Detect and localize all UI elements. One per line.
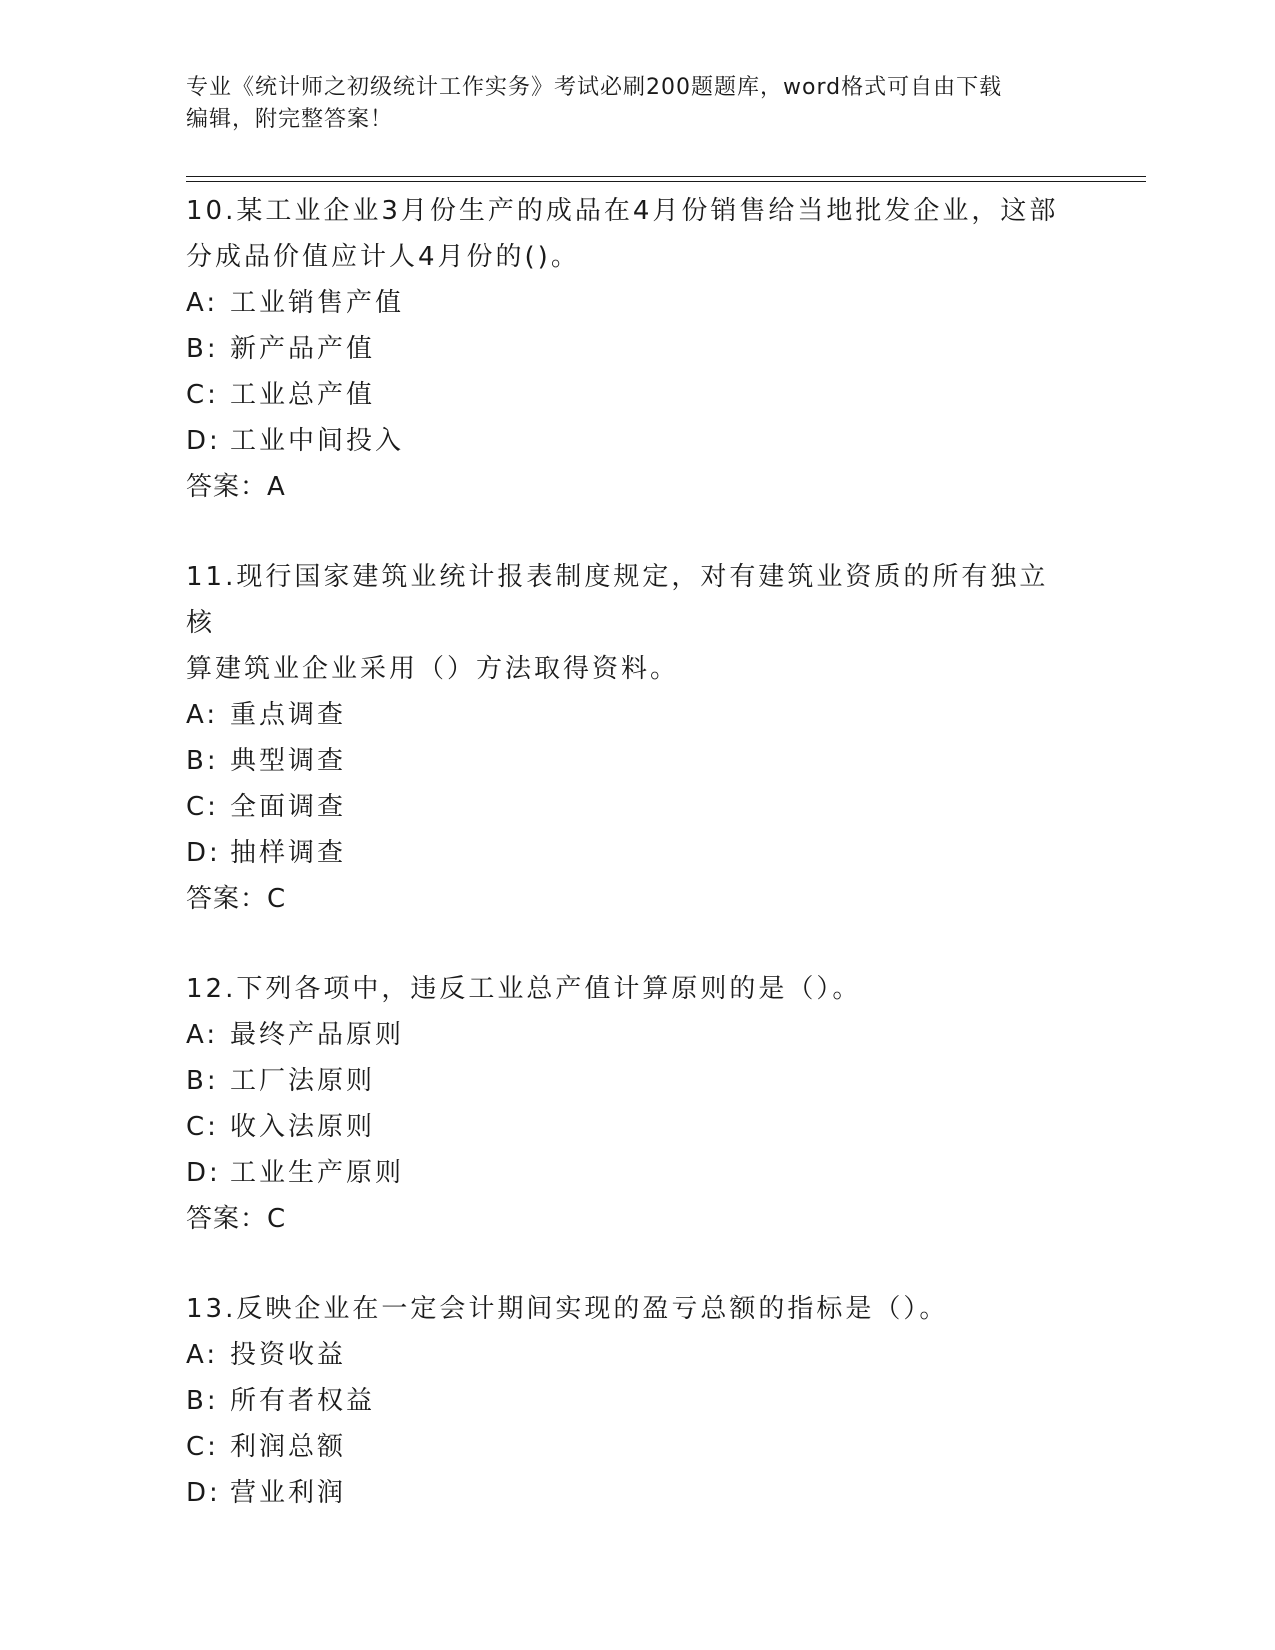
option-d [186, 1470, 1086, 1516]
question-11 [186, 554, 1086, 922]
option-label: A: [186, 1020, 219, 1050]
question-stem-line: 13.反映企业在一定会计期间实现的盈亏总额的指标是（）。 [186, 1294, 949, 1324]
question-13 [186, 1286, 1086, 1516]
option-label: C: [186, 380, 219, 410]
question-stem [186, 554, 1066, 692]
option-label: B: [186, 1386, 219, 1416]
option-text: 工厂法原则 [230, 1066, 376, 1096]
option-b [186, 738, 1086, 784]
question-list [186, 188, 1086, 1560]
option-label: D: [186, 426, 221, 456]
option-label: A: [186, 700, 219, 730]
option-text: 所有者权益 [230, 1386, 376, 1416]
option-b [186, 1378, 1086, 1424]
header-divider-bottom [186, 181, 1146, 182]
option-text: 收入法原则 [230, 1112, 376, 1142]
option-label: D: [186, 838, 221, 868]
option-label: D: [186, 1478, 221, 1508]
option-d [186, 1150, 1086, 1196]
option-c [186, 372, 1086, 418]
option-label: C: [186, 1432, 219, 1462]
option-b [186, 326, 1086, 372]
option-text: 重点调查 [230, 700, 347, 730]
option-label: B: [186, 334, 219, 364]
option-text: 工业销售产值 [230, 288, 405, 318]
header-line-2: 编辑，附完整答案！ [186, 107, 394, 132]
question-stem-line: 10.某工业企业3月份生产的成品在4月份销售给当地批发企业，这部 [186, 196, 1059, 226]
option-c [186, 1104, 1086, 1150]
option-a [186, 1332, 1086, 1378]
question-stem [186, 966, 1066, 1012]
question-stem-line: 算建筑业企业采用（）方法取得资料。 [186, 654, 680, 684]
header-line-1: 专业《统计师之初级统计工作实务》考试必刷200题题库，word格式可自由下载 [186, 75, 1003, 100]
option-text: 典型调查 [230, 746, 347, 776]
option-c [186, 784, 1086, 830]
answer-line: 答案：C [186, 1204, 287, 1234]
question-stem [186, 1286, 1066, 1332]
option-text: 营业利润 [230, 1478, 347, 1508]
option-label: D: [186, 1158, 221, 1188]
option-text: 最终产品原则 [230, 1020, 405, 1050]
question-stem-line: 12.下列各项中，违反工业总产值计算原则的是（）。 [186, 974, 862, 1004]
option-label: C: [186, 792, 219, 822]
option-b [186, 1058, 1086, 1104]
option-text: 工业总产值 [230, 380, 376, 410]
option-a [186, 1012, 1086, 1058]
option-label: A: [186, 1340, 219, 1370]
option-label: A: [186, 288, 219, 318]
question-10 [186, 188, 1086, 510]
option-text: 全面调查 [230, 792, 347, 822]
option-label: B: [186, 1066, 219, 1096]
option-d [186, 418, 1086, 464]
option-label: B: [186, 746, 219, 776]
option-text: 抽样调查 [230, 838, 347, 868]
option-text: 利润总额 [230, 1432, 347, 1462]
option-text: 工业生产原则 [230, 1158, 405, 1188]
option-a [186, 692, 1086, 738]
document-header [186, 72, 1066, 136]
option-text: 投资收益 [230, 1340, 347, 1370]
option-d [186, 830, 1086, 876]
answer-line: 答案：A [186, 472, 286, 502]
option-text: 工业中间投入 [230, 426, 405, 456]
option-c [186, 1424, 1086, 1470]
option-label: C: [186, 1112, 219, 1142]
option-a [186, 280, 1086, 326]
question-stem-line: 11.现行国家建筑业统计报表制度规定，对有建筑业资质的所有独立核 [186, 562, 1049, 638]
answer-line: 答案：C [186, 884, 287, 914]
header-divider-top [186, 176, 1146, 177]
question-stem [186, 188, 1066, 280]
question-stem-line: 分成品价值应计人4月份的()。 [186, 242, 580, 272]
option-text: 新产品产值 [230, 334, 376, 364]
question-12 [186, 966, 1086, 1242]
